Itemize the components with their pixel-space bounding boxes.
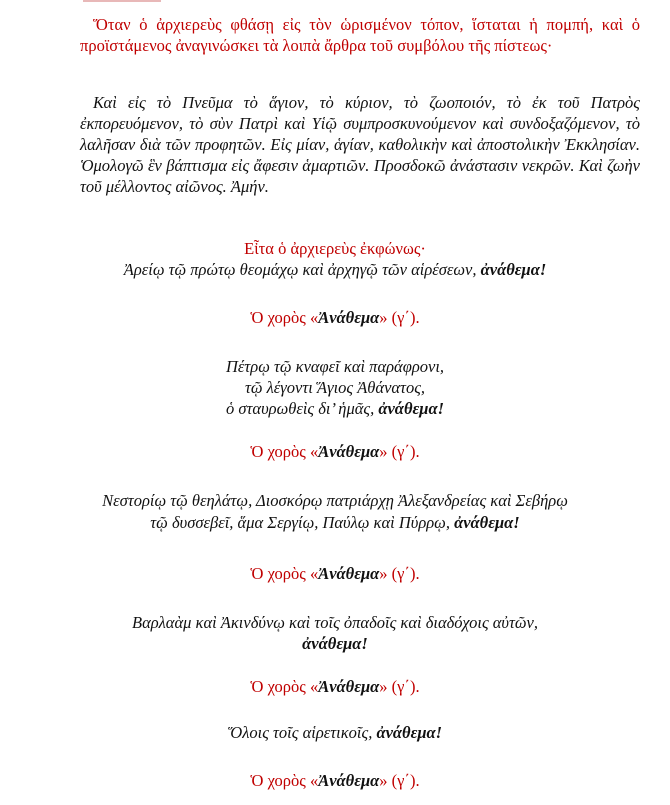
verse-nestorius-2: τῷ δυσσεβεῖ, ἅμα Σεργίῳ, Παύλῳ καὶ Πύρρῳ, ἀνάθεμα! [150,513,520,532]
anathema-word: ἀνάθεμα! [376,723,443,742]
verse-arius: Ἀρείῳ τῷ πρώτῳ θεομάχῳ καὶ ἀρχηγῷ τῶν αἱρέσεων, ἀνάθεμα! [123,260,547,279]
anathema-word: ἀνάθεμα! [480,260,547,279]
choir-response: Ὁ χορὸς «Ἀνάθεμα» (γ΄). [250,771,420,790]
anathema-word: ἀνάθεμα! [302,634,368,653]
verse-barlaam: Βαρλαὰμ καὶ Ἀκινδύνῳ καὶ τοῖς ὀπαδοῖς καὶ διαδόχοις αὐτῶν, [131,613,539,632]
verse-all-heretics: Ὅλοις τοῖς αἱρετικοῖς, ἀνάθεμα! [227,723,443,742]
anathema-word: ἀνάθεμα! [378,399,444,418]
choir-response: Ὁ χορὸς «Ἀνάθεμα» (γ΄). [250,442,420,461]
verse-barlaam-anathema [30,633,640,654]
verse-nestorius-1: Νεστορίῳ τῷ θεηλάτῳ, Διοσκόρῳ πατριάρχῃ Ἀλεξανδρείας καὶ Σεβήρῳ [102,491,568,510]
verse-peter-2: τῷ λέγοντι Ἅγιος Ἀθάνατος, [244,378,426,397]
creed-text: Καὶ εἰς τὸ Πνεῦμα τὸ ἅγιον, τὸ κύριον, τὸ ζωοποιόν, τὸ ἐκ τοῦ Πατρὸς ἐκπορευόμενον, τὸ σὺν Πατρὶ καὶ Υἱῷ συμπροσκυνούμενον καὶ συνδοξαζόμενον, τὸ λαλῆσαν διὰ τῶν προφητῶν. Εἰς μίαν, ἁγίαν, καθολικὴν καὶ ἀποστολικὴν Ἐκκλησίαν. Ὁμολογῶ ἓν βάπτισμα εἰς ἄφεσιν ἁμαρτιῶν. Προσδοκῶ ἀνάστασιν νεκρῶν. Καὶ ζωὴν τοῦ μέλλοντος αἰῶνος. Ἀμήν. [80,93,640,196]
rubric-intro: Ὅταν ὁ ἀρχιερεὺς φθάσῃ εἰς τὸν ὡρισμένον τόπον, ἵσταται ἡ πομπή, καὶ ὁ προϊστάμενος ἀναγινώσκει τὰ λοιπὰ ἄρθρα τοῦ συμβόλου τῆς πίστεως· [80,15,640,55]
rubric-exclamation: Εἶτα ὁ ἀρχιερεὺς ἐκφώνως· [244,239,426,258]
choir-response: Ὁ χορὸς «Ἀνάθεμα» (γ΄). [250,308,420,327]
verse-peter-1: Πέτρῳ τῷ κναφεῖ καὶ παράφρονι, [225,357,445,376]
choir-response: Ὁ χορὸς «Ἀνάθεμα» (γ΄). [250,564,420,583]
choir-response: Ὁ χορὸς «Ἀνάθεμα» (γ΄). [250,677,420,696]
anathema-word: ἀνάθεμα! [454,513,520,532]
verse-peter-3: ὁ σταυρωθεὶς δι’ ἡμᾶς, ἀνάθεμα! [226,399,444,418]
top-decorative-line [83,0,161,2]
